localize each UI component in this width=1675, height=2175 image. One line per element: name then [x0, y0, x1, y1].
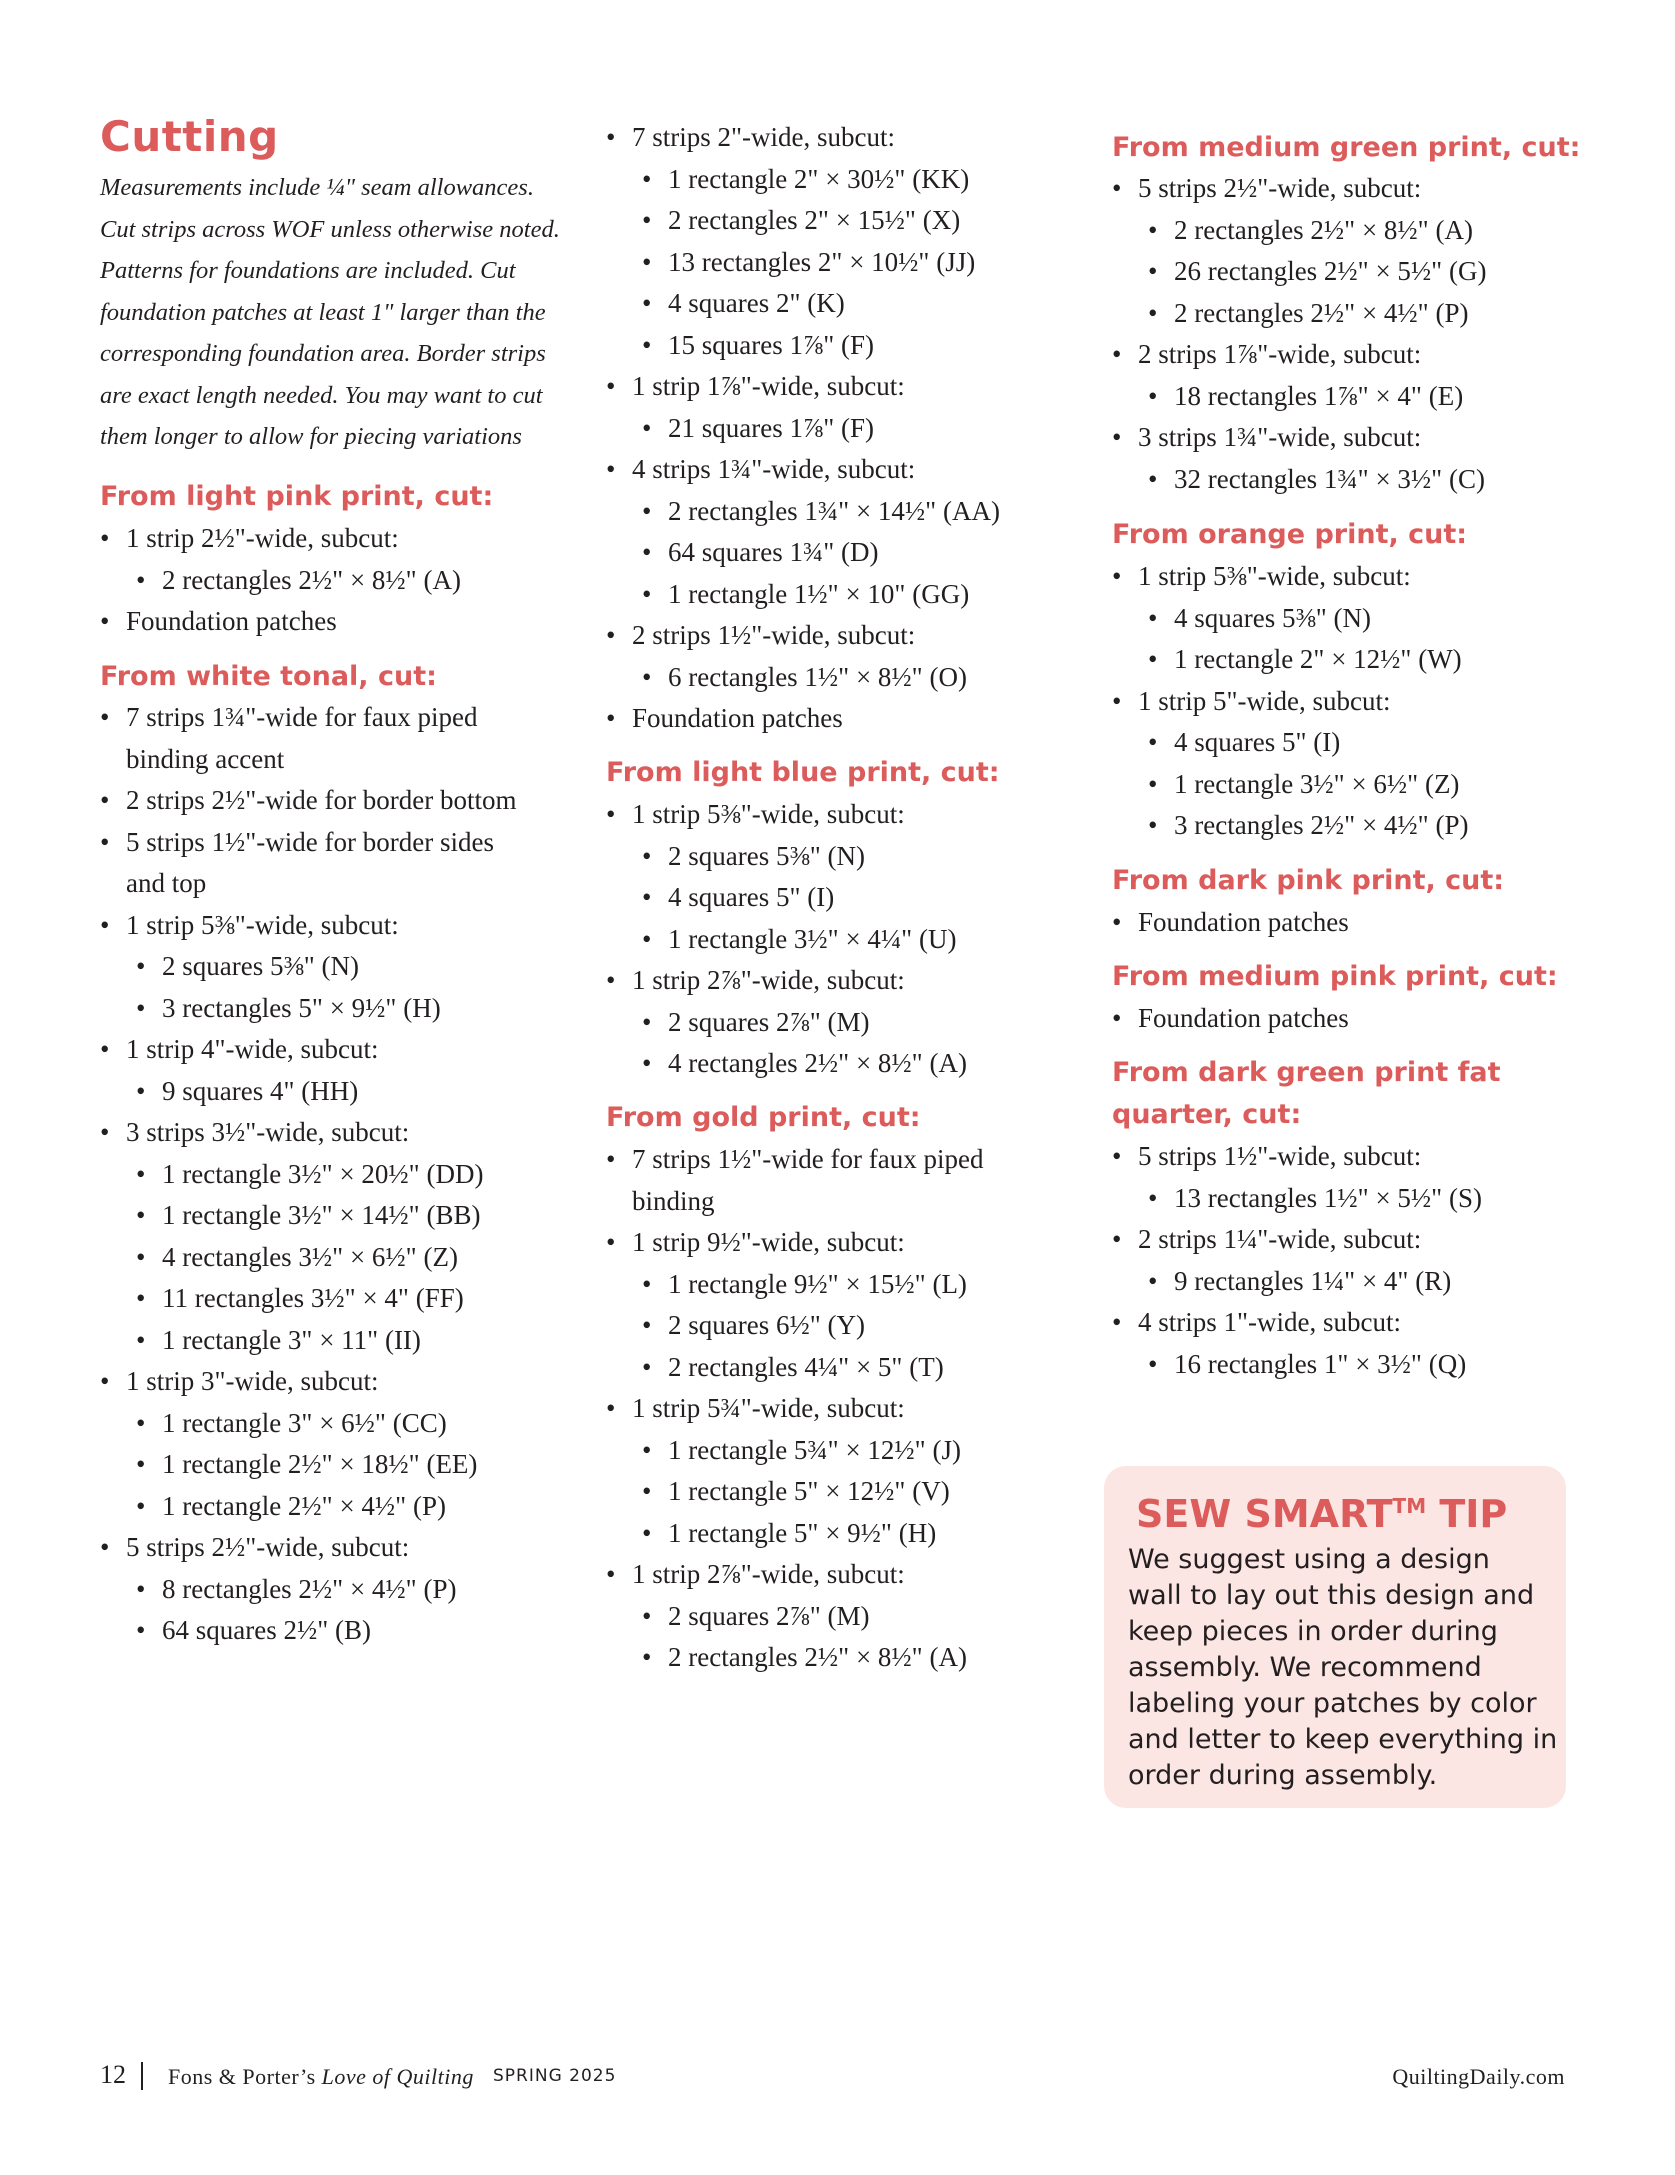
cut-list-light-blue: [606, 794, 967, 1085]
cut-item: • Foundation patches: [1112, 998, 1349, 1040]
cut-item: • 1 strip 4"-wide, subcut:: [100, 1029, 516, 1071]
cut-subitem: • 1 rectangle 5" × 9½" (H): [606, 1513, 983, 1555]
cut-subitem: • 1 rectangle 5" × 12½" (V): [606, 1471, 983, 1513]
cut-subitem: • 2 rectangles 1¾" × 14½" (AA): [606, 491, 1000, 533]
section-heading-dark-green-line: quarter, cut:: [1112, 1098, 1302, 1130]
cut-subitem: • 2 squares 6½" (Y): [606, 1305, 983, 1347]
cut-subitem: • 1 rectangle 5¾" × 12½" (J): [606, 1430, 983, 1472]
tip-line: keep pieces in order during: [1128, 1616, 1498, 1647]
magazine-name: [168, 2064, 474, 2090]
tip-title: [1136, 1492, 1507, 1536]
cut-subitem: • 1 rectangle 3½" × 14½" (BB): [100, 1195, 516, 1237]
cut-subitem: • 4 squares 5" (I): [606, 877, 967, 919]
intro-line: Patterns for foundations are included. Cut: [100, 257, 516, 284]
cut-subitem: • 1 rectangle 3" × 6½" (CC): [100, 1403, 516, 1445]
cut-item: • 7 strips 1½"-wide for faux piped: [606, 1139, 983, 1181]
tip-body: [1128, 1542, 1558, 1794]
section-heading-medium-pink: From medium pink print, cut:: [1112, 961, 1558, 992]
cut-item: • 5 strips 1½"-wide for border sides: [100, 822, 516, 864]
cut-subitem: • 9 squares 4" (HH): [100, 1071, 516, 1113]
cut-item: • 5 strips 2½"-wide, subcut:: [100, 1527, 516, 1569]
tip-title-suffix: TIP: [1426, 1492, 1508, 1536]
cut-subitem: • 1 rectangle 1½" × 10" (GG): [606, 574, 1000, 616]
section-heading-medium-green: From medium green print, cut:: [1112, 132, 1581, 163]
cut-item: • 1 strip 3"-wide, subcut:: [100, 1361, 516, 1403]
cut-subitem: • 2 rectangles 2" × 15½" (X): [606, 200, 1000, 242]
cut-subitem: • 2 rectangles 2½" × 8½" (A): [606, 1637, 983, 1679]
magazine-title: Love of Quilting: [321, 2064, 474, 2089]
cut-subitem: • 1 rectangle 2½" × 18½" (EE): [100, 1444, 516, 1486]
footer-divider: [141, 2062, 143, 2090]
section-heading-light-pink: From light pink print, cut:: [100, 481, 494, 512]
cut-subitem: • 18 rectangles 1⅞" × 4" (E): [1112, 376, 1486, 418]
cut-subitem: • 64 squares 2½" (B): [100, 1610, 516, 1652]
cut-subitem: • 4 squares 2" (K): [606, 283, 1000, 325]
cut-subitem: • 6 rectangles 1½" × 8½" (O): [606, 657, 1000, 699]
issue-label: SPRING 2025: [493, 2066, 617, 2086]
cut-item: • 7 strips 2"-wide, subcut:: [606, 117, 1000, 159]
cut-subitem: • 1 rectangle 3" × 11" (II): [100, 1320, 516, 1362]
section-heading-dark-green-line: From dark green print fat: [1112, 1057, 1501, 1088]
cut-subitem: • 21 squares 1⅞" (F): [606, 408, 1000, 450]
cut-item: • 1 strip 2⅞"-wide, subcut:: [606, 960, 967, 1002]
cut-subitem: • 1 rectangle 2" × 30½" (KK): [606, 159, 1000, 201]
cut-item: • Foundation patches: [1112, 902, 1349, 944]
website-link[interactable]: QuiltingDaily.com: [1392, 2064, 1565, 2089]
cut-subitem: • 1 rectangle 3½" × 20½" (DD): [100, 1154, 516, 1196]
cut-item: • 1 strip 2⅞"-wide, subcut:: [606, 1554, 983, 1596]
cut-subitem: • 11 rectangles 3½" × 4" (FF): [100, 1278, 516, 1320]
cut-subitem: • 15 squares 1⅞" (F): [606, 325, 1000, 367]
cut-subitem: • 8 rectangles 2½" × 4½" (P): [100, 1569, 516, 1611]
section-heading-light-blue: From light blue print, cut:: [606, 757, 1000, 788]
cut-item: • 2 strips 1⅞"-wide, subcut:: [1112, 334, 1486, 376]
cut-subitem: • 4 rectangles 3½" × 6½" (Z): [100, 1237, 516, 1279]
tip-line: order during assembly.: [1128, 1760, 1438, 1791]
tip-title-text: SEW SMART: [1136, 1492, 1393, 1536]
cut-subitem: • 1 rectangle 2½" × 4½" (P): [100, 1486, 516, 1528]
cut-item-continuation: binding accent: [126, 743, 285, 774]
page-number: 12: [100, 2060, 126, 2089]
section-heading-orange: From orange print, cut:: [1112, 519, 1468, 550]
cut-item: • 1 strip 5"-wide, subcut:: [1112, 681, 1468, 723]
page-footer: [0, 2060, 1675, 2096]
page-title: Cutting: [100, 112, 279, 161]
cut-list-orange: [1112, 556, 1468, 847]
cut-subitem: • 16 rectangles 1" × 3½" (Q): [1112, 1344, 1482, 1386]
cut-list-white-continued: [606, 117, 1000, 740]
intro-line: foundation patches at least 1" larger than the: [100, 298, 546, 326]
cut-list-light-pink: [100, 518, 461, 643]
cut-item-continuation: and top: [126, 868, 207, 898]
tip-line: assembly. We recommend: [1128, 1652, 1482, 1683]
cut-subitem: • 2 squares 2⅞" (M): [606, 1596, 983, 1638]
cut-subitem: • 3 rectangles 5" × 9½" (H): [100, 988, 516, 1030]
intro-text: [100, 167, 570, 458]
intro-line: corresponding foundation area. Border strips: [100, 340, 546, 367]
cut-item: • 1 strip 9½"-wide, subcut:: [606, 1222, 983, 1264]
magazine-prefix: Fons & Porter’s: [168, 2064, 322, 2089]
cut-item: • 1 strip 5⅜"-wide, subcut:: [1112, 556, 1468, 598]
cut-item: • Foundation patches: [100, 601, 461, 643]
cut-subitem: • 4 squares 5⅜" (N): [1112, 598, 1468, 640]
cut-subitem: • 1 rectangle 3½" × 4¼" (U): [606, 919, 967, 961]
cut-subitem: • 2 rectangles 2½" × 8½" (A): [100, 560, 461, 602]
intro-line: Measurements include ¼" seam allowances.: [100, 174, 534, 201]
cut-subitem: • 4 squares 5" (I): [1112, 722, 1468, 764]
cut-list-gold: [606, 1139, 983, 1679]
trademark-symbol: TM: [1392, 1494, 1427, 1518]
section-heading-gold: From gold print, cut:: [606, 1102, 921, 1133]
intro-line: them longer to allow for piecing variations: [100, 423, 522, 450]
cut-item: • 1 strip 5¾"-wide, subcut:: [606, 1388, 983, 1430]
cut-subitem: • 9 rectangles 1¼" × 4" (R): [1112, 1261, 1482, 1303]
cut-item: • 1 strip 5⅜"-wide, subcut:: [100, 905, 516, 947]
sew-smart-tip-box: [1104, 1466, 1566, 1808]
tip-line: We suggest using a design: [1128, 1544, 1490, 1575]
cut-item: • 7 strips 1¾"-wide for faux piped: [100, 697, 516, 739]
cut-subitem: • 1 rectangle 3½" × 6½" (Z): [1112, 764, 1468, 806]
cut-item: • 5 strips 1½"-wide, subcut:: [1112, 1136, 1482, 1178]
cut-item: • 2 strips 1¼"-wide, subcut:: [1112, 1219, 1482, 1261]
cut-item: • 1 strip 1⅞"-wide, subcut:: [606, 366, 1000, 408]
cut-item: • 2 strips 2½"-wide for border bottom: [100, 780, 516, 822]
section-heading-white-tonal: From white tonal, cut:: [100, 661, 437, 692]
cut-item: • Foundation patches: [606, 698, 1000, 740]
cut-subitem: • 1 rectangle 2" × 12½" (W): [1112, 639, 1468, 681]
cut-subitem: • 2 squares 5⅜" (N): [100, 946, 516, 988]
cut-item-continuation: binding: [632, 1185, 715, 1216]
cut-item: • 5 strips 2½"-wide, subcut:: [1112, 168, 1486, 210]
section-heading-dark-pink: From dark pink print, cut:: [1112, 865, 1505, 896]
section-heading-dark-green: [1112, 1052, 1501, 1135]
cut-subitem: • 2 squares 5⅜" (N): [606, 836, 967, 878]
intro-line: are exact length needed. You may want to cut: [100, 381, 543, 409]
tip-line: wall to lay out this design and: [1128, 1580, 1535, 1611]
cut-item: • 3 strips 1¾"-wide, subcut:: [1112, 417, 1486, 459]
cut-subitem: • 2 rectangles 2½" × 4½" (P): [1112, 293, 1486, 335]
cut-subitem: • 1 rectangle 9½" × 15½" (L): [606, 1264, 983, 1306]
cut-list-dark-green: [1112, 1136, 1482, 1385]
cut-item: • 1 strip 5⅜"-wide, subcut:: [606, 794, 967, 836]
cut-item: • 1 strip 2½"-wide, subcut:: [100, 518, 461, 560]
cut-subitem: • 2 rectangles 2½" × 8½" (A): [1112, 210, 1486, 252]
cut-subitem: • 32 rectangles 1¾" × 3½" (C): [1112, 459, 1486, 501]
cut-list-dark-pink: [1112, 902, 1349, 944]
cut-subitem: • 3 rectangles 2½" × 4½" (P): [1112, 805, 1468, 847]
cut-subitem: • 26 rectangles 2½" × 5½" (G): [1112, 251, 1486, 293]
cut-list-white-tonal: [100, 697, 516, 1652]
cut-item: • 3 strips 3½"-wide, subcut:: [100, 1112, 516, 1154]
tip-line: and letter to keep everything in: [1128, 1724, 1558, 1755]
cut-list-medium-pink: [1112, 998, 1349, 1040]
cut-subitem: • 2 rectangles 4¼" × 5" (T): [606, 1347, 983, 1389]
intro-line: Cut strips across WOF unless otherwise noted.: [100, 215, 560, 243]
cut-subitem: • 2 squares 2⅞" (M): [606, 1002, 967, 1044]
cut-subitem: • 4 rectangles 2½" × 8½" (A): [606, 1043, 967, 1085]
cut-subitem: • 64 squares 1¾" (D): [606, 532, 1000, 574]
cut-item: • 2 strips 1½"-wide, subcut:: [606, 615, 1000, 657]
tip-line: labeling your patches by color: [1128, 1688, 1537, 1719]
cut-subitem: • 13 rectangles 2" × 10½" (JJ): [606, 242, 1000, 284]
cut-item: • 4 strips 1"-wide, subcut:: [1112, 1302, 1482, 1344]
cut-item: • 4 strips 1¾"-wide, subcut:: [606, 449, 1000, 491]
cut-subitem: • 13 rectangles 1½" × 5½" (S): [1112, 1178, 1482, 1220]
cut-list-medium-green: [1112, 168, 1486, 500]
